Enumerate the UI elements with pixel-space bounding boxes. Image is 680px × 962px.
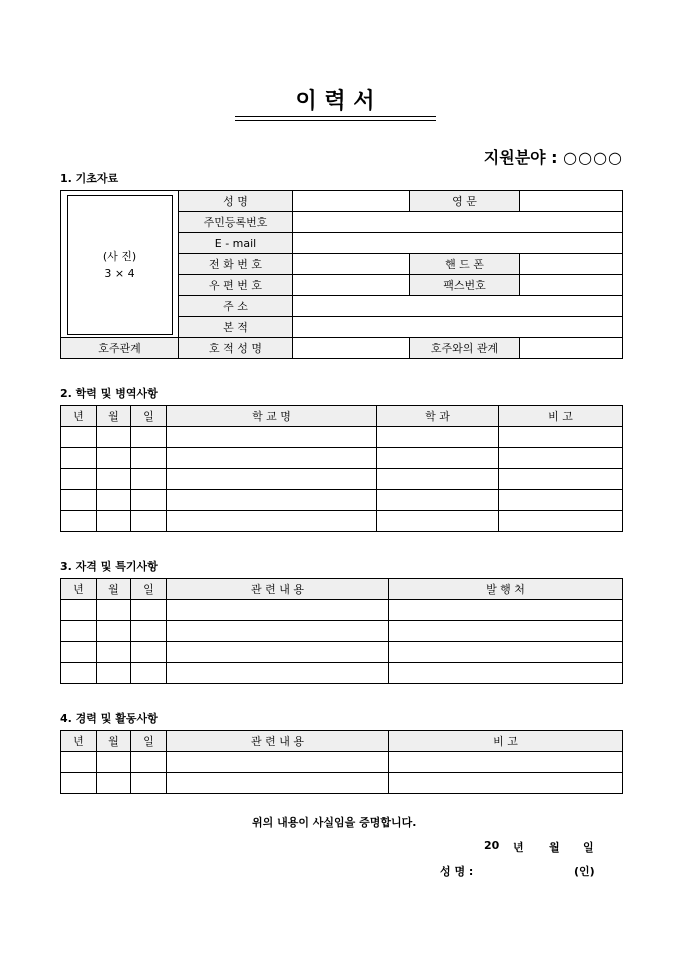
career-header-content: 관 련 내 용 bbox=[167, 731, 389, 752]
career-header-note: 비 고 bbox=[389, 731, 623, 752]
career-header-month: 월 bbox=[97, 731, 131, 752]
section-qualification-title: 3. 자격 및 특기사항 bbox=[60, 560, 158, 573]
photo-box bbox=[67, 195, 173, 335]
qualification-header-year: 년 bbox=[61, 579, 97, 600]
table-row bbox=[61, 490, 623, 511]
date-year: 20 bbox=[484, 839, 500, 852]
career-table bbox=[60, 730, 623, 794]
head-of-household-label: 호주관계 bbox=[61, 338, 179, 359]
education-header-month: 월 bbox=[97, 406, 131, 427]
email-value[interactable] bbox=[293, 233, 623, 254]
certification-statement: 위의 내용이 사실임을 증명합니다. bbox=[252, 816, 417, 829]
career-header-year: 년 bbox=[61, 731, 97, 752]
application-field-label: 지원분야 : bbox=[483, 148, 558, 167]
resident-number-value[interactable] bbox=[293, 212, 623, 233]
registry-name-label: 호 적 성 명 bbox=[179, 338, 293, 359]
name-value[interactable] bbox=[293, 191, 410, 212]
registry-name-value[interactable] bbox=[293, 338, 410, 359]
english-name-label: 영 문 bbox=[410, 191, 520, 212]
date-year-unit: 년 bbox=[513, 841, 524, 854]
origin-label: 본 적 bbox=[179, 317, 293, 338]
mobile-value[interactable] bbox=[520, 254, 623, 275]
table-row bbox=[61, 752, 623, 773]
fax-label: 팩스번호 bbox=[410, 275, 520, 296]
education-header-day: 일 bbox=[131, 406, 167, 427]
relation-label: 호주와의 관계 bbox=[410, 338, 520, 359]
signature-name-label: 성 명 : bbox=[440, 865, 474, 878]
table-row bbox=[61, 642, 623, 663]
table-row bbox=[61, 511, 623, 532]
photo-label: (사 진) bbox=[102, 249, 137, 263]
address-value[interactable] bbox=[293, 296, 623, 317]
email-label: E - mail bbox=[179, 233, 293, 254]
postal-code-label: 우 편 번 호 bbox=[179, 275, 293, 296]
qualification-header-issuer: 발 행 처 bbox=[389, 579, 623, 600]
section-career-title: 4. 경력 및 활동사항 bbox=[60, 712, 158, 725]
application-field bbox=[484, 145, 623, 168]
section-basic-title: 1. 기초자료 bbox=[60, 172, 119, 185]
qualification-header-content: 관 련 내 용 bbox=[167, 579, 389, 600]
table-row bbox=[61, 427, 623, 448]
phone-label: 전 화 번 호 bbox=[179, 254, 293, 275]
date-month-unit: 월 bbox=[549, 841, 560, 854]
education-header-major: 학 과 bbox=[377, 406, 499, 427]
table-row bbox=[61, 600, 623, 621]
phone-value[interactable] bbox=[293, 254, 410, 275]
origin-value[interactable] bbox=[293, 317, 623, 338]
name-label: 성 명 bbox=[179, 191, 293, 212]
basic-info-table bbox=[60, 190, 623, 359]
education-header-year: 년 bbox=[61, 406, 97, 427]
qualification-table bbox=[60, 578, 623, 684]
seal-mark: (인) bbox=[574, 865, 595, 878]
photo-cell bbox=[61, 191, 179, 338]
relation-value[interactable] bbox=[520, 338, 623, 359]
page-title: 이 력 서 bbox=[295, 89, 375, 114]
english-name-value[interactable] bbox=[520, 191, 623, 212]
table-row bbox=[61, 621, 623, 642]
qualification-header-month: 월 bbox=[97, 579, 131, 600]
education-header-school: 학 교 명 bbox=[167, 406, 377, 427]
application-field-value: ○○○○ bbox=[563, 148, 623, 167]
address-label: 주 소 bbox=[179, 296, 293, 317]
mobile-label: 핸 드 폰 bbox=[410, 254, 520, 275]
table-row bbox=[61, 773, 623, 794]
education-table bbox=[60, 405, 623, 532]
education-header-note: 비 고 bbox=[499, 406, 623, 427]
qualification-header-day: 일 bbox=[131, 579, 167, 600]
title-underline-double bbox=[235, 120, 436, 121]
fax-value[interactable] bbox=[520, 275, 623, 296]
table-row bbox=[61, 663, 623, 684]
date-day-unit: 일 bbox=[583, 841, 594, 854]
section-education-title: 2. 학력 및 병역사항 bbox=[60, 387, 158, 400]
career-header-day: 일 bbox=[131, 731, 167, 752]
photo-size: 3 × 4 bbox=[104, 266, 135, 280]
table-row bbox=[61, 448, 623, 469]
table-row bbox=[61, 469, 623, 490]
postal-code-value[interactable] bbox=[293, 275, 410, 296]
title-underline bbox=[235, 116, 436, 117]
resident-number-label: 주민등록번호 bbox=[179, 212, 293, 233]
